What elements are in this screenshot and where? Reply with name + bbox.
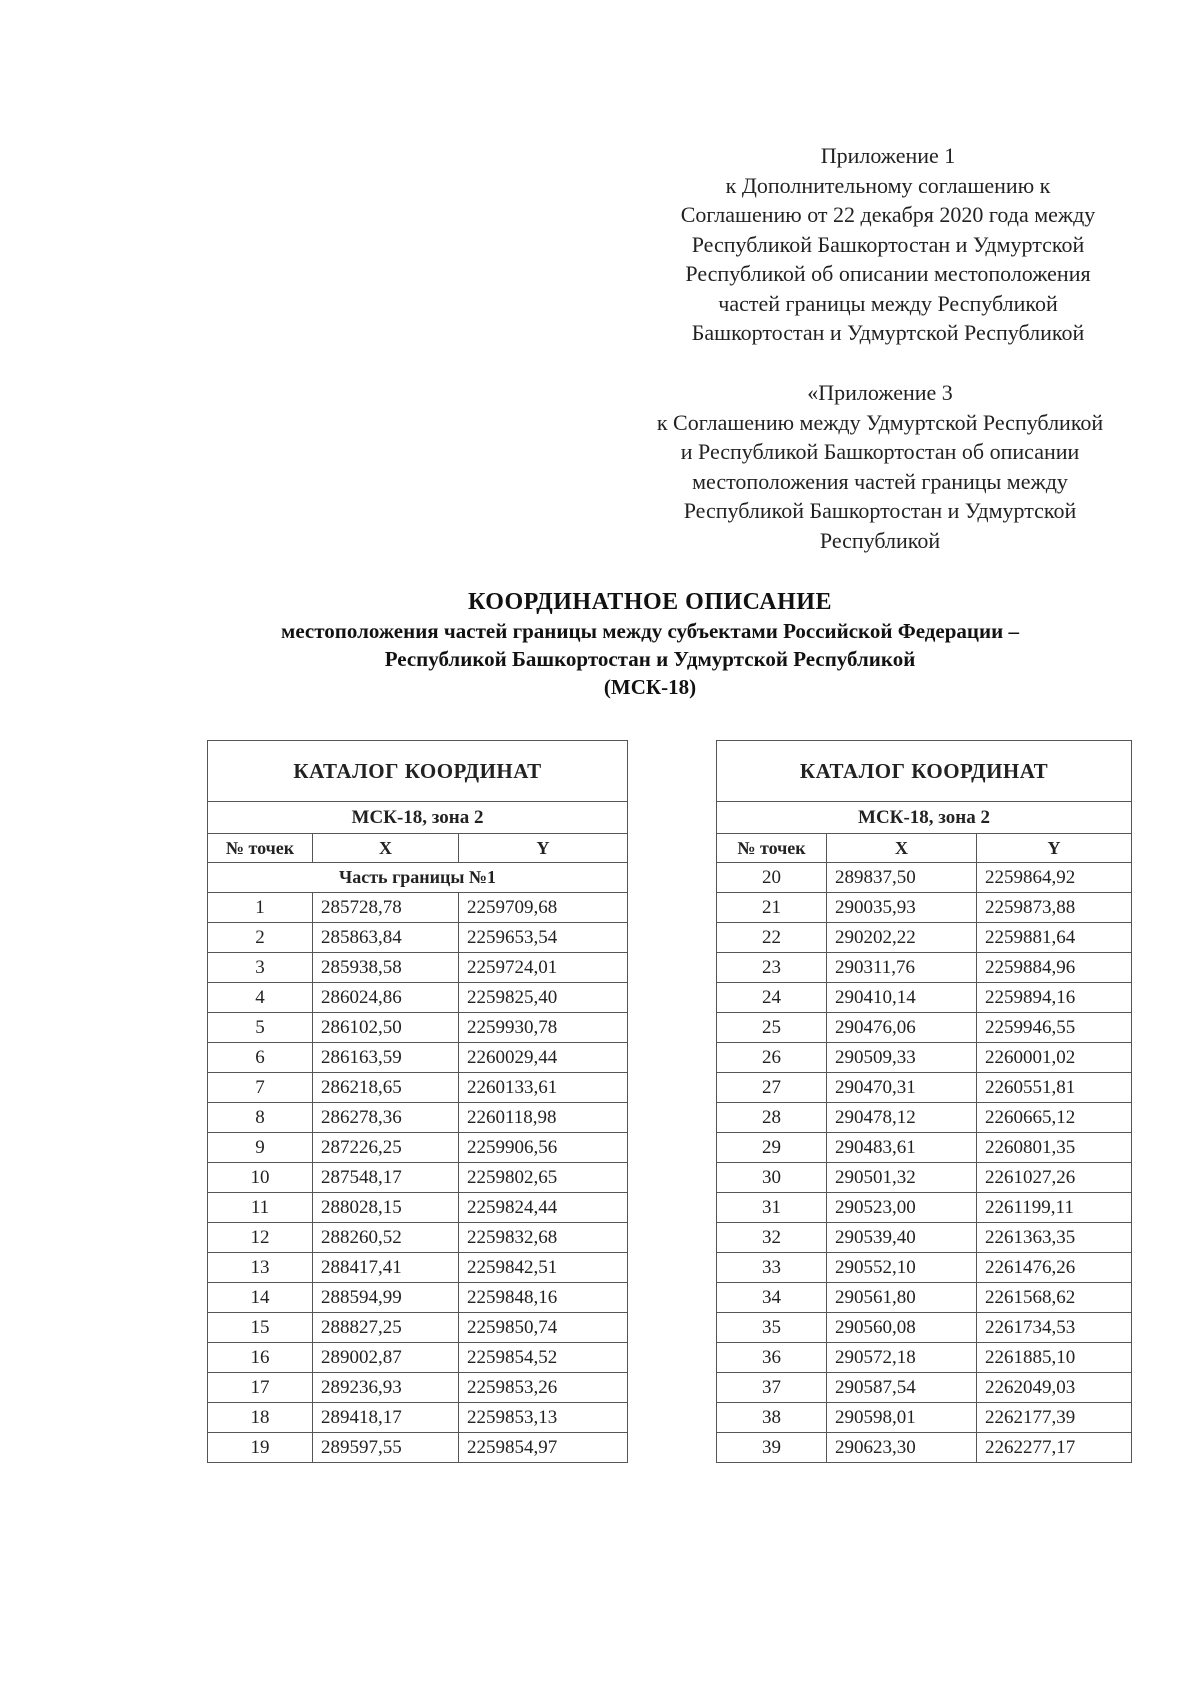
- y-coordinate-cell: 2259724,01: [459, 953, 628, 983]
- document-title: КООРДИНАТНОЕ ОПИСАНИЕ: [468, 589, 832, 615]
- appendix-3-line: Республикой Башкортостан и Удмуртской: [683, 498, 1077, 523]
- point-number-cell: 17: [208, 1373, 313, 1403]
- y-coordinate-cell: 2259881,64: [977, 923, 1132, 953]
- table-row: [717, 1403, 1132, 1433]
- point-number-cell: 31: [717, 1193, 827, 1223]
- y-coordinate-cell: 2260029,44: [459, 1043, 628, 1073]
- y-coordinate-cell: 2259853,13: [459, 1403, 628, 1433]
- point-number-cell: 24: [717, 983, 827, 1013]
- point-number-cell: 1: [208, 893, 313, 923]
- point-number-cell: 33: [717, 1253, 827, 1283]
- table-row: [208, 1403, 628, 1433]
- appendix-3-line: Республикой: [819, 527, 941, 553]
- x-coordinate-cell: 289837,50: [827, 863, 977, 893]
- table-row: [717, 1433, 1132, 1463]
- table-row: [208, 1133, 628, 1163]
- point-number-cell: 13: [208, 1253, 313, 1283]
- y-coordinate-cell: 2261734,53: [977, 1313, 1132, 1343]
- appendix-1-line: частей границы между Республикой: [718, 290, 1058, 316]
- point-number-cell: 19: [208, 1433, 313, 1463]
- x-coordinate-cell: 290470,31: [827, 1073, 977, 1103]
- point-number-cell: 38: [717, 1403, 827, 1433]
- x-coordinate-cell: 287548,17: [313, 1163, 459, 1193]
- x-coordinate-cell: 290501,32: [827, 1163, 977, 1193]
- table-row: [208, 1043, 628, 1073]
- x-coordinate-cell: 285938,58: [313, 953, 459, 983]
- point-number-cell: 37: [717, 1373, 827, 1403]
- y-coordinate-cell: 2262049,03: [977, 1373, 1132, 1403]
- table-row: [208, 953, 628, 983]
- point-number-cell: 22: [717, 923, 827, 953]
- y-coordinate-cell: 2261885,10: [977, 1343, 1132, 1373]
- y-coordinate-cell: 2259832,68: [459, 1223, 628, 1253]
- table-row: [208, 983, 628, 1013]
- y-coordinate-cell: 2262177,39: [977, 1403, 1132, 1433]
- catalog-caption: КАТАЛОГ КООРДИНАТ: [208, 741, 628, 802]
- y-coordinate-cell: 2259864,92: [977, 863, 1132, 893]
- x-coordinate-cell: 290478,12: [827, 1103, 977, 1133]
- y-coordinate-cell: 2259873,88: [977, 893, 1132, 923]
- table-row: [208, 893, 628, 923]
- y-coordinate-cell: 2261363,35: [977, 1223, 1132, 1253]
- point-number-cell: 25: [717, 1013, 827, 1043]
- table-row: [208, 1103, 628, 1133]
- point-number-cell: 15: [208, 1313, 313, 1343]
- column-header-y: Y: [459, 834, 628, 863]
- point-number-cell: 29: [717, 1133, 827, 1163]
- appendix-3-heading: [600, 378, 1160, 555]
- x-coordinate-cell: 288594,99: [313, 1283, 459, 1313]
- document-subtitle-line: (МСК-18): [603, 675, 697, 699]
- point-number-cell: 39: [717, 1433, 827, 1463]
- point-number-cell: 9: [208, 1133, 313, 1163]
- table-row: [717, 1013, 1132, 1043]
- x-coordinate-cell: 290552,10: [827, 1253, 977, 1283]
- x-coordinate-cell: 290587,54: [827, 1373, 977, 1403]
- x-coordinate-cell: 290560,08: [827, 1313, 977, 1343]
- x-coordinate-cell: 289597,55: [313, 1433, 459, 1463]
- table-row: [208, 923, 628, 953]
- table-row: [717, 1223, 1132, 1253]
- point-number-cell: 35: [717, 1313, 827, 1343]
- y-coordinate-cell: 2260118,98: [459, 1103, 628, 1133]
- column-header-y: Y: [977, 834, 1132, 863]
- table-row: [208, 1373, 628, 1403]
- x-coordinate-cell: 288260,52: [313, 1223, 459, 1253]
- y-coordinate-cell: 2259884,96: [977, 953, 1132, 983]
- table-row: [208, 1223, 628, 1253]
- column-header-point-number: № точек: [208, 834, 313, 863]
- point-number-cell: 14: [208, 1283, 313, 1313]
- document-subtitle-line: Республикой Башкортостан и Удмуртской Республикой: [384, 647, 916, 671]
- table-row: [717, 1193, 1132, 1223]
- x-coordinate-cell: 289236,93: [313, 1373, 459, 1403]
- table-row: [717, 1133, 1132, 1163]
- y-coordinate-cell: 2259848,16: [459, 1283, 628, 1313]
- point-number-cell: 10: [208, 1163, 313, 1193]
- point-number-cell: 2: [208, 923, 313, 953]
- y-coordinate-cell: 2259946,55: [977, 1013, 1132, 1043]
- x-coordinate-cell: 290483,61: [827, 1133, 977, 1163]
- boundary-part-label: Часть границы №1: [208, 863, 628, 893]
- table-row: [717, 1283, 1132, 1313]
- catalog-caption: КАТАЛОГ КООРДИНАТ: [717, 741, 1132, 802]
- point-number-cell: 26: [717, 1043, 827, 1073]
- y-coordinate-cell: 2260551,81: [977, 1073, 1132, 1103]
- y-coordinate-cell: 2260801,35: [977, 1133, 1132, 1163]
- y-coordinate-cell: 2259850,74: [459, 1313, 628, 1343]
- x-coordinate-cell: 286278,36: [313, 1103, 459, 1133]
- y-coordinate-cell: 2260133,61: [459, 1073, 628, 1103]
- y-coordinate-cell: 2259709,68: [459, 893, 628, 923]
- table-row: [208, 1193, 628, 1223]
- x-coordinate-cell: 286218,65: [313, 1073, 459, 1103]
- y-coordinate-cell: 2259842,51: [459, 1253, 628, 1283]
- appendix-1-line: Соглашению от 22 декабря 2020 года между: [680, 202, 1096, 227]
- x-coordinate-cell: 290509,33: [827, 1043, 977, 1073]
- point-number-cell: 16: [208, 1343, 313, 1373]
- table-row: [208, 1253, 628, 1283]
- document-subtitle-line: местоположения частей границы между субъектами Российской Федерации –: [281, 619, 1019, 643]
- y-coordinate-cell: 2261476,26: [977, 1253, 1132, 1283]
- appendix-1-line: Республикой об описании местоположения: [685, 261, 1091, 286]
- appendix-1-line: Республикой Башкортостан и Удмуртской: [691, 231, 1085, 257]
- table-row: [717, 893, 1132, 923]
- point-number-cell: 12: [208, 1223, 313, 1253]
- x-coordinate-cell: 286102,50: [313, 1013, 459, 1043]
- x-coordinate-cell: 286163,59: [313, 1043, 459, 1073]
- table-row: [717, 1163, 1132, 1193]
- y-coordinate-cell: 2259853,26: [459, 1373, 628, 1403]
- appendix-1-heading: [618, 141, 1158, 348]
- table-row: [717, 1343, 1132, 1373]
- table-row: [717, 1043, 1132, 1073]
- appendix-3-line: к Соглашению между Удмуртской Республикой: [656, 409, 1104, 435]
- x-coordinate-cell: 290539,40: [827, 1223, 977, 1253]
- point-number-cell: 32: [717, 1223, 827, 1253]
- point-number-cell: 21: [717, 893, 827, 923]
- appendix-1-line: Приложение 1: [820, 143, 956, 168]
- point-number-cell: 18: [208, 1403, 313, 1433]
- point-number-cell: 3: [208, 953, 313, 983]
- x-coordinate-cell: 285863,84: [313, 923, 459, 953]
- point-number-cell: 30: [717, 1163, 827, 1193]
- table-row: [208, 1073, 628, 1103]
- x-coordinate-cell: 290202,22: [827, 923, 977, 953]
- x-coordinate-cell: 290035,93: [827, 893, 977, 923]
- table-row: [717, 1103, 1132, 1133]
- y-coordinate-cell: 2259906,56: [459, 1133, 628, 1163]
- y-coordinate-cell: 2259854,97: [459, 1433, 628, 1463]
- x-coordinate-cell: 290623,30: [827, 1433, 977, 1463]
- point-number-cell: 6: [208, 1043, 313, 1073]
- point-number-cell: 20: [717, 863, 827, 893]
- table-row: [208, 1343, 628, 1373]
- y-coordinate-cell: 2259894,16: [977, 983, 1132, 1013]
- x-coordinate-cell: 290598,01: [827, 1403, 977, 1433]
- y-coordinate-cell: 2261027,26: [977, 1163, 1132, 1193]
- point-number-cell: 34: [717, 1283, 827, 1313]
- x-coordinate-cell: 290410,14: [827, 983, 977, 1013]
- appendix-1-line: к Дополнительному соглашению к: [725, 172, 1051, 198]
- table-row: [717, 953, 1132, 983]
- x-coordinate-cell: 288417,41: [313, 1253, 459, 1283]
- table-row: [208, 1283, 628, 1313]
- table-row: [717, 983, 1132, 1013]
- x-coordinate-cell: 286024,86: [313, 983, 459, 1013]
- table-row: [717, 863, 1132, 893]
- table-row: [717, 1313, 1132, 1343]
- appendix-3-line: «Приложение 3: [807, 380, 953, 405]
- y-coordinate-cell: 2261199,11: [977, 1193, 1132, 1223]
- y-coordinate-cell: 2259854,52: [459, 1343, 628, 1373]
- x-coordinate-cell: 290572,18: [827, 1343, 977, 1373]
- point-number-cell: 11: [208, 1193, 313, 1223]
- x-coordinate-cell: 290476,06: [827, 1013, 977, 1043]
- y-coordinate-cell: 2259930,78: [459, 1013, 628, 1043]
- y-coordinate-cell: 2259824,44: [459, 1193, 628, 1223]
- x-coordinate-cell: 290311,76: [827, 953, 977, 983]
- x-coordinate-cell: 290523,00: [827, 1193, 977, 1223]
- y-coordinate-cell: 2260665,12: [977, 1103, 1132, 1133]
- table-row: [717, 1373, 1132, 1403]
- x-coordinate-cell: 290561,80: [827, 1283, 977, 1313]
- x-coordinate-cell: 285728,78: [313, 893, 459, 923]
- point-number-cell: 28: [717, 1103, 827, 1133]
- y-coordinate-cell: 2259825,40: [459, 983, 628, 1013]
- point-number-cell: 27: [717, 1073, 827, 1103]
- y-coordinate-cell: 2261568,62: [977, 1283, 1132, 1313]
- x-coordinate-cell: 289002,87: [313, 1343, 459, 1373]
- y-coordinate-cell: 2259802,65: [459, 1163, 628, 1193]
- y-coordinate-cell: 2259653,54: [459, 923, 628, 953]
- column-header-x: X: [313, 834, 459, 863]
- appendix-3-line: местоположения частей границы между: [692, 468, 1068, 494]
- table-row: [208, 1013, 628, 1043]
- x-coordinate-cell: 289418,17: [313, 1403, 459, 1433]
- table-row: [717, 1253, 1132, 1283]
- table-row: [717, 923, 1132, 953]
- table-row: [208, 1313, 628, 1343]
- x-coordinate-cell: 288827,25: [313, 1313, 459, 1343]
- point-number-cell: 4: [208, 983, 313, 1013]
- y-coordinate-cell: 2262277,17: [977, 1433, 1132, 1463]
- table-row: [208, 1163, 628, 1193]
- point-number-cell: 5: [208, 1013, 313, 1043]
- table-row: [717, 1073, 1132, 1103]
- coordinate-catalog-right: [716, 740, 1132, 1463]
- point-number-cell: 8: [208, 1103, 313, 1133]
- catalog-zone: МСК-18, зона 2: [717, 802, 1132, 834]
- document-title-block: [150, 587, 1150, 701]
- point-number-cell: 23: [717, 953, 827, 983]
- appendix-1-line: Башкортостан и Удмуртской Республикой: [691, 320, 1085, 345]
- point-number-cell: 36: [717, 1343, 827, 1373]
- point-number-cell: 7: [208, 1073, 313, 1103]
- appendix-3-line: и Республикой Башкортостан об описании: [680, 439, 1080, 464]
- x-coordinate-cell: 288028,15: [313, 1193, 459, 1223]
- x-coordinate-cell: 287226,25: [313, 1133, 459, 1163]
- y-coordinate-cell: 2260001,02: [977, 1043, 1132, 1073]
- table-row: [208, 1433, 628, 1463]
- column-header-x: X: [827, 834, 977, 863]
- catalog-zone: МСК-18, зона 2: [208, 802, 628, 834]
- coordinate-catalog-left: [207, 740, 628, 1463]
- column-header-point-number: № точек: [717, 834, 827, 863]
